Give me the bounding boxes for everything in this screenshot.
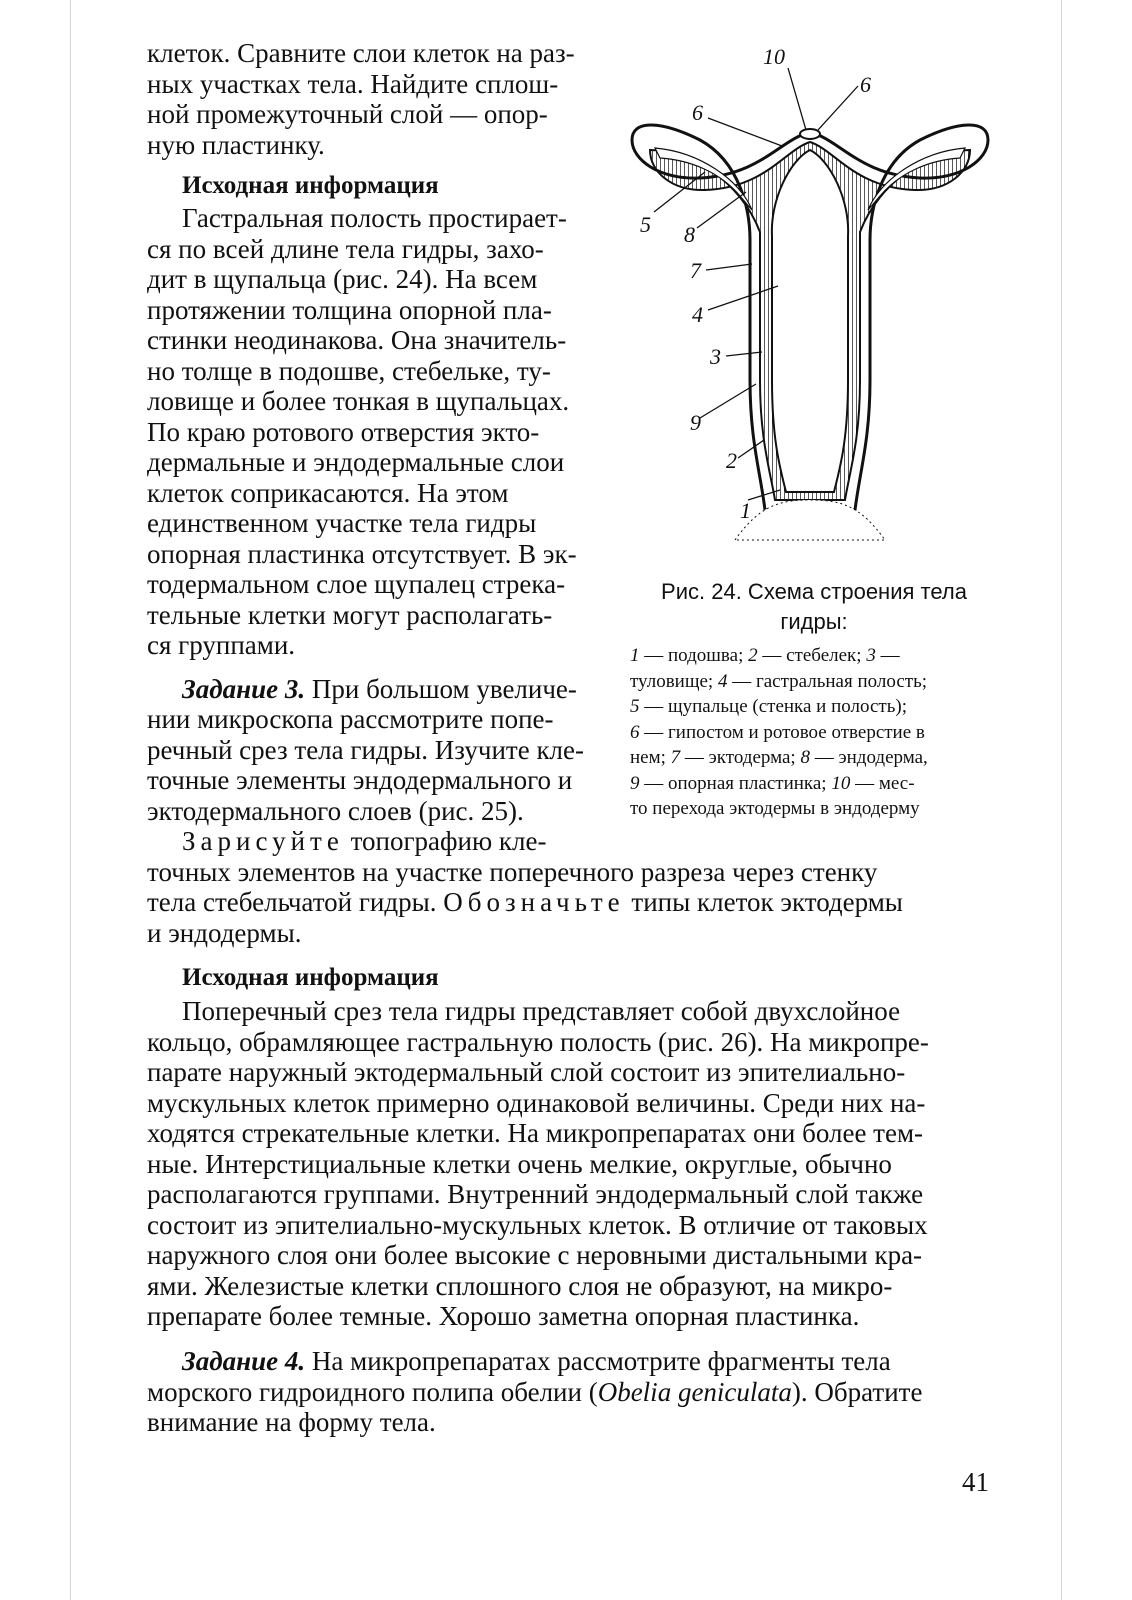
callout-label: 5: [640, 212, 651, 237]
text-line: наружного слоя они более высокие с неровными дистальными кра-: [147, 1240, 923, 1270]
text-line: но толще в подошве, стебельке, ту-: [147, 356, 551, 386]
text-line: ями. Железистые клетки сплошного слоя не образуют, на микро-: [147, 1271, 893, 1301]
text-line: Поперечный срез тела гидры представляет собой двухслойное: [182, 996, 901, 1026]
section-heading: Исходная информация: [182, 172, 439, 199]
latin-name: Obelia geniculata: [597, 1377, 792, 1407]
spaced-word: Зарисуйте: [182, 826, 344, 856]
callout-label: 4: [692, 302, 703, 327]
callout-label: 2: [726, 448, 737, 473]
text-line: единственном участке тела гидры: [147, 508, 537, 538]
text-line: точные элементы эндодермального и: [147, 765, 573, 795]
task-3-text: При большом увеличе-: [305, 674, 577, 704]
text-line: ловище и более тонкая в щупальцах.: [147, 386, 570, 416]
callout-label: 6: [692, 100, 703, 125]
hydra-diagram: [620, 40, 1020, 560]
callout-label: 7: [690, 258, 701, 283]
text-line: тодермальном слое щупалец стрека-: [147, 569, 566, 599]
text-line: морского гидроидного полипа обелии (Obelia geniculata). Обратите: [147, 1377, 923, 1407]
page-number: 41: [962, 1467, 989, 1497]
text-line: ных участках тела. Найдите сплош-: [147, 69, 559, 99]
text-line: кольцо, обрамляющее гастральную полость (рис. 26). На микропре-: [147, 1027, 929, 1057]
text-line: располагаются группами. Внутренний эндодермальный слой также: [147, 1179, 924, 1209]
text-line: Гастральная полость простирает-: [182, 203, 567, 233]
text-line: парате наружный эктодермальный слой состоит из эпителиально-: [147, 1057, 906, 1087]
figure-caption: Рис. 24. Схема строения тела: [661, 579, 967, 604]
text-line: препарате более темные. Хорошо заметна опорная пластинка.: [147, 1301, 860, 1331]
legend-line: 1 — подошва; 2 — стебелек; 3 —: [630, 645, 900, 666]
text-line: тельные клетки могут располагать-: [147, 600, 553, 630]
text-line: дермальные и эндодермальные слои: [147, 447, 565, 477]
text-line: мускульных клеток примерно одинаковой величины. Среди них на-: [147, 1088, 926, 1118]
text-line: состоит из эпителиально-мускульных клеток. В отличие от таковых: [147, 1210, 928, 1240]
task-4-line: Задание 4. На микропрепаратах рассмотрите фрагменты тела: [182, 1346, 891, 1376]
legend-line: нем; 7 — эктодерма; 8 — эндодерма,: [630, 747, 928, 768]
text-line: ной промежуточный слой — опор-: [147, 99, 548, 129]
text-line: протяжении толщина опорной пла-: [147, 295, 552, 325]
legend-line: 9 — опорная пластинка; 10 — мес-: [630, 773, 915, 794]
legend-line: туловище; 4 — гастральная полость;: [630, 671, 928, 692]
text-line: ся группами.: [147, 630, 296, 660]
text-line: и эндодермы.: [147, 918, 302, 948]
spaced-word: Обозначьте: [443, 887, 625, 917]
text-line: клеток. Сравните слои клеток на раз-: [147, 38, 575, 68]
text-line: стинки неодинакова. Она значитель-: [147, 325, 567, 355]
callout-label: 8: [684, 222, 695, 247]
section-heading: Исходная информация: [182, 964, 439, 991]
task-3-label: Задание 3.: [182, 674, 306, 704]
text-line: ные. Интерстициальные клетки очень мелкие, округлые, обычно: [147, 1149, 892, 1179]
sketch-text: топографию кле-: [350, 826, 547, 856]
callout-label: 1: [740, 498, 751, 523]
text-line: дит в щупальца (рис. 24). На всем: [147, 264, 538, 294]
legend-line: 5 — щупальце (стенка и полость);: [630, 696, 907, 717]
text-line: ную пластинку.: [147, 130, 325, 160]
callout-label: 3: [710, 344, 721, 369]
legend-line: то перехода эктодермы в эндодерму: [630, 798, 920, 819]
text-line: нии микроскопа рассмотрите попе-: [147, 704, 554, 734]
text-line: эктодермального слоев (рис. 25).: [147, 796, 524, 826]
text-line: ходятся стрекательные клетки. На микропрепаратах они более тем-: [147, 1118, 924, 1148]
callout-label: 10: [763, 44, 785, 69]
text-line: речный срез тела гидры. Изучите кле-: [147, 735, 585, 765]
task-4-label: Задание 4.: [182, 1346, 306, 1376]
task-3-line: [182, 674, 577, 705]
legend-line: 6 — гипостом и ротовое отверстие в: [630, 722, 925, 743]
text-line: клеток соприкасаются. На этом: [147, 478, 509, 508]
figure-caption: гидры:: [780, 609, 848, 634]
text-line: опорная пластинка отсутствует. В эк-: [147, 539, 577, 569]
sketch-line: [182, 826, 546, 857]
text-line: внимание на форму тела.: [147, 1407, 436, 1437]
callout-label: 9: [690, 410, 701, 435]
text-line: тела стебельчатой гидры. Обозначьте типы клеток эктодермы: [147, 887, 903, 917]
text-line: По краю ротового отверстия экто-: [147, 417, 540, 447]
text-line: точных элементов на участке поперечного разреза через стенку: [147, 857, 878, 887]
callout-label: 6: [860, 72, 871, 97]
text-line: ся по всей длине тела гидры, захо-: [147, 234, 544, 264]
